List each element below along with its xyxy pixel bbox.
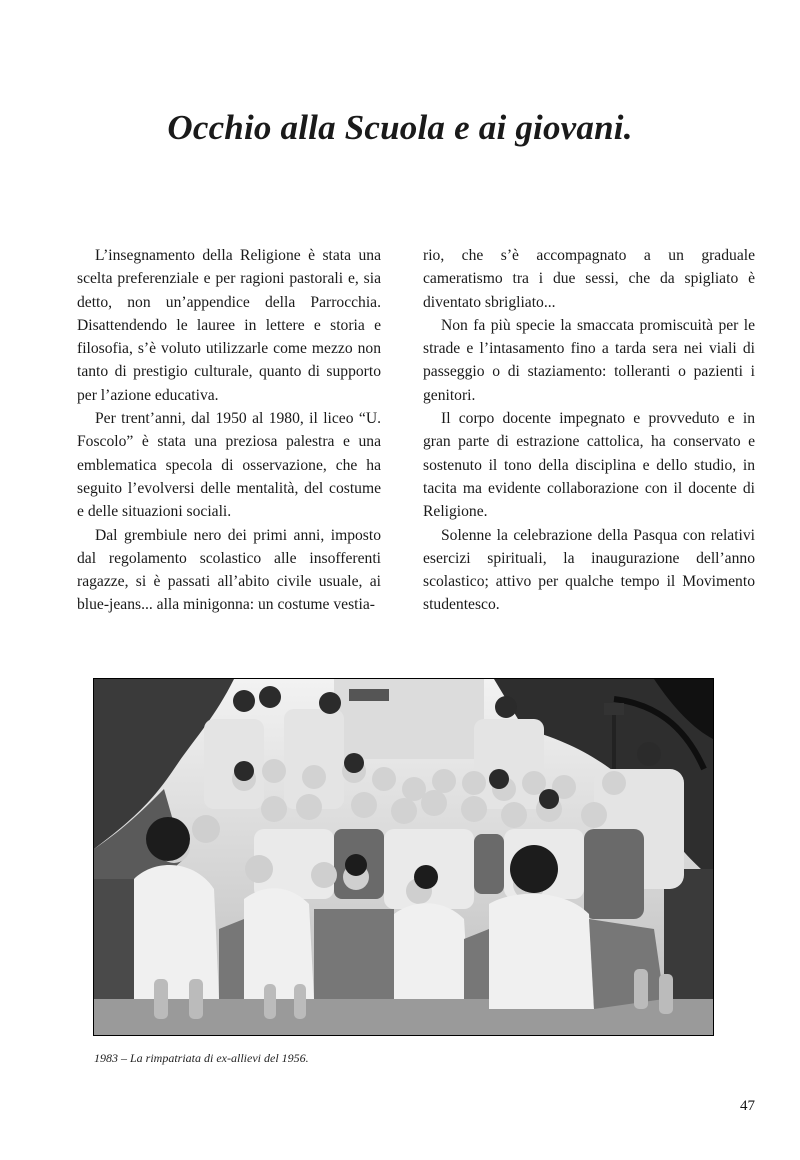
page-number: 47 bbox=[740, 1098, 755, 1114]
paragraph: Dal grembiule nero dei primi anni, imposto dal regolamento scolastico alle insofferenti ragazze, si è passati all’abito civile usuale, ai blue-jeans... alla minigonna: un costume vestia- bbox=[77, 526, 381, 614]
page-title: Occhio alla Scuola e ai giovani. bbox=[167, 108, 633, 147]
text-column-left bbox=[77, 244, 381, 617]
paragraph: rio, che s’è accompagnato a un graduale cameratismo tra i due sessi, che da spigliato è diventato sbrigliato... bbox=[423, 247, 755, 311]
paragraph: L’insegnamento della Religione è stata una scelta preferenziale e per ragioni pastorali e, sia detto, non un’appendice della Parrocchia. Disattendendo le lauree in lettere e storia e filosofia, s’è voluto utilizzarle come mezzo non tanto di prestigio culturale, quanto di supporto per l’azione educativa. bbox=[77, 247, 381, 404]
text-column-right bbox=[423, 244, 755, 617]
paragraph: Il corpo docente impegnato e provveduto e in gran parte di estrazione cattolica, ha conservato e sostenuto il tono della disciplina e dello studio, in tacita ma evidente collaborazione con il docente di Religione. bbox=[423, 410, 755, 521]
paragraph: Solenne la celebrazione della Pasqua con relativi esercizi spirituali, la inaugurazione dell’anno scolastico; attivo per qualche tempo il Movimento studentesco. bbox=[423, 526, 755, 614]
paragraph: Non fa più specie la smaccata promiscuità per le strade e l’intasamento fino a tarda sera nei viali di passeggio o di staziamento: tolleranti o pazienti i genitori. bbox=[423, 316, 755, 404]
group-photo bbox=[93, 678, 714, 1036]
photo-caption: 1983 – La rimpatriata di ex-allievi del 1956. bbox=[94, 1051, 309, 1065]
paragraph: Per trent’anni, dal 1950 al 1980, il liceo “U. Foscolo” è stata una preziosa palestra e una emblematica specola di osservazione, che ha seguito l’evolversi delle mentalità, del costume e delle situazioni sociali. bbox=[77, 410, 381, 521]
